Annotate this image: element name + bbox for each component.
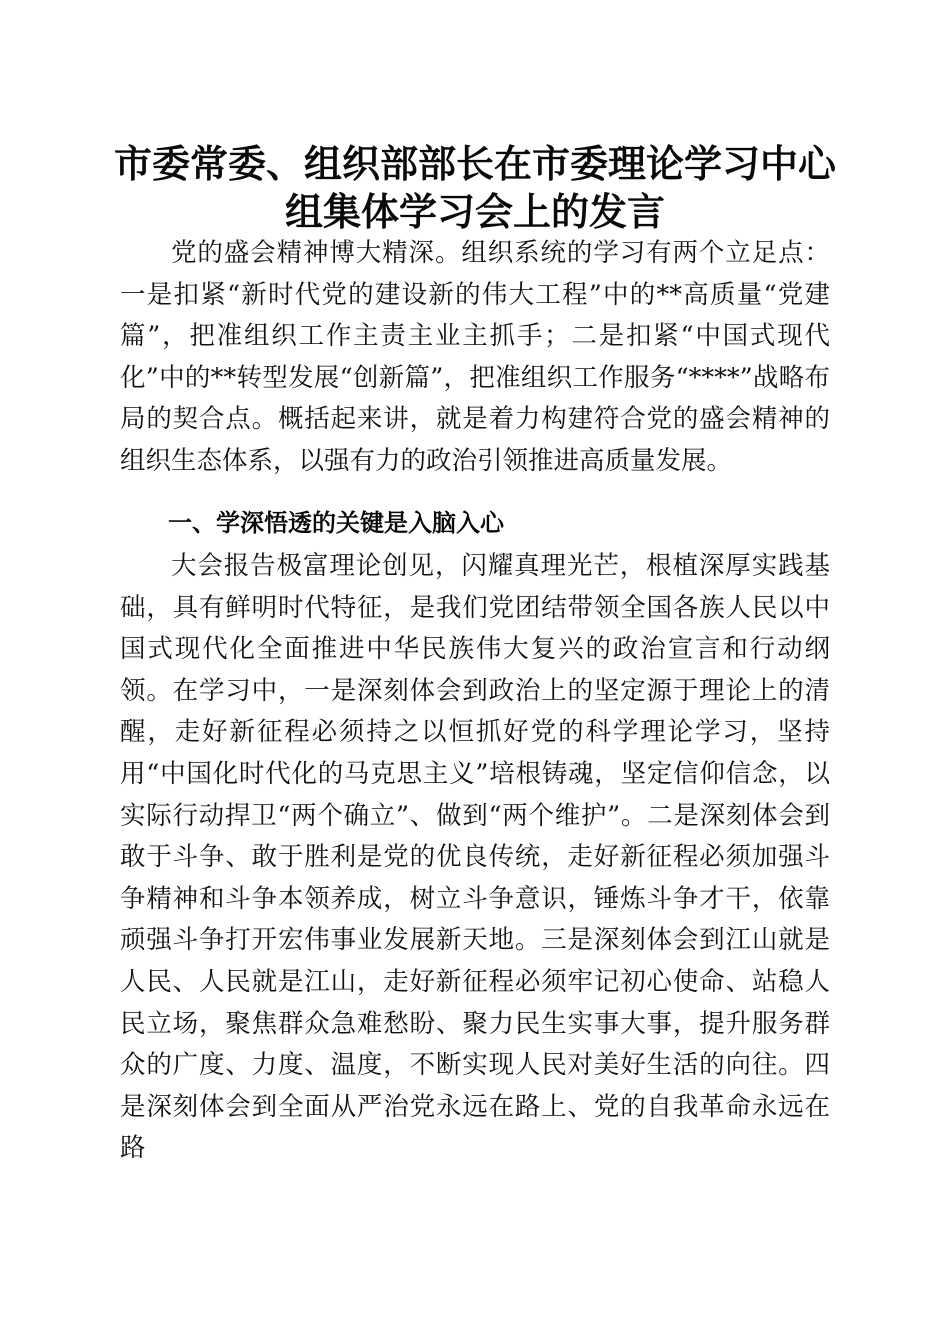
section-paragraph: 大会报告极富理论创见，闪耀真理光芒，根植深厚实践基础，具有鲜明时代特征，是我们党团结带领全国各族人民以中国式现代化全面推进中华民族伟大复兴的政治宣言和行动纲领。在学习中，一是深刻体会到政治上的坚定源于理论上的清醒，走好新征程必须持之以恒抓好党的科学理论学习，坚持用“中国化时代化的马克思主义”培根铸魂，坚定信仰信念，以实际行动捍卫“两个确立”、做到“两个维护”。二是深刻体会到敢于斗争、敢于胜利是党的优良传统，走好新征程必须加强斗争精神和斗争本领养成，树立斗争意识，锤炼斗争才干，依靠顽强斗争打开宏伟事业发展新天地。三是深刻体会到江山就是人民、人民就是江山，走好新征程必须牢记初心使命、站稳人民立场，聚焦群众急难愁盼、聚力民生实事大事，提升服务群众的广度、力度、温度，不断实现人民对美好生活的向往。四是深刻体会到全面从严治党永远在路上、党的自我革命永远在路 xyxy=(120,551,830,1164)
document-title: 市委常委、组织部部长在市委理论学习中心组集体学习会上的发言 xyxy=(113,141,836,234)
section-heading: 一、学深悟透的关键是入脑入心 xyxy=(168,509,504,537)
intro-paragraph: 党的盛会精神博大精深。组织系统的学习有两个立足点：一是扣紧“新时代党的建设新的伟大工程”中的**高质量“党建篇”，把准组织工作主责主业主抓手；二是扣紧“中国式现代化”中的**转型发展“创新篇”，把准组织工作服务“****”战略布局的契合点。概括起来讲，就是着力构建符合党的盛会精神的组织生态体系，以强有力的政治引领推进高质量发展。 xyxy=(120,238,830,476)
